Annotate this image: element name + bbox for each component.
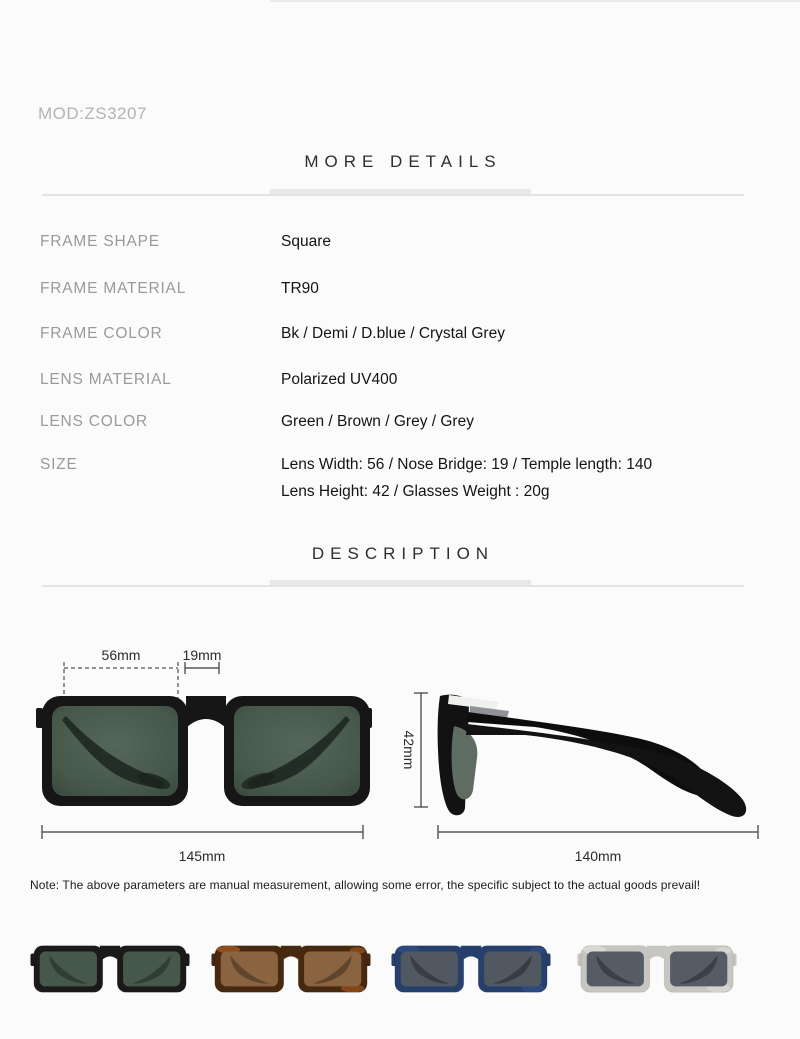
spec-value: Lens Width: 56 / Nose Bridge: 19 / Temple length: 140 Lens Height: 42 / Glasses Weight : 20g	[281, 456, 653, 500]
lens-height-label: 42mm	[401, 730, 417, 770]
spec-value: Square	[281, 233, 331, 250]
spec-label: LENS COLOR	[40, 413, 148, 430]
spec-value: Polarized UV400	[281, 371, 398, 388]
spec-value: Green / Brown / Grey / Grey	[281, 413, 474, 430]
variant-dblue-grey	[391, 936, 551, 1000]
variant-black-green	[30, 936, 190, 1000]
variant-demi-brown	[211, 936, 371, 1000]
front-width-label: 145mm	[178, 848, 226, 864]
model-number: MOD:ZS3207	[38, 104, 147, 123]
measurement-note: Note: The above parameters are manual measurement, allowing some error, the specific subject to the actual goods prevail!	[30, 878, 701, 892]
divider-line	[42, 585, 744, 587]
spec-label: LENS MATERIAL	[40, 371, 172, 388]
nose-bridge-label: 19mm	[182, 647, 222, 663]
front-view-glasses	[36, 662, 372, 839]
more-details-heading: MORE DETAILS	[304, 152, 502, 171]
spec-value: Bk / Demi / D.blue / Crystal Grey	[281, 325, 505, 342]
size-diagram	[20, 630, 780, 865]
lens-width-label: 56mm	[101, 647, 141, 663]
spec-label: FRAME SHAPE	[40, 233, 160, 250]
side-view-glasses	[414, 693, 758, 839]
spec-value-line2: Lens Height: 42 / Glasses Weight : 20g	[281, 482, 550, 500]
previous-section-edge	[270, 0, 800, 2]
spec-label: FRAME MATERIAL	[40, 280, 187, 297]
spec-label: FRAME COLOR	[40, 325, 163, 342]
description-heading: DESCRIPTION	[311, 544, 495, 563]
divider-line	[42, 194, 744, 196]
variant-crystal-grey	[577, 936, 737, 1000]
temple-length-label: 140mm	[574, 848, 622, 864]
spec-label: SIZE	[40, 456, 78, 473]
spec-value: TR90	[281, 280, 319, 297]
